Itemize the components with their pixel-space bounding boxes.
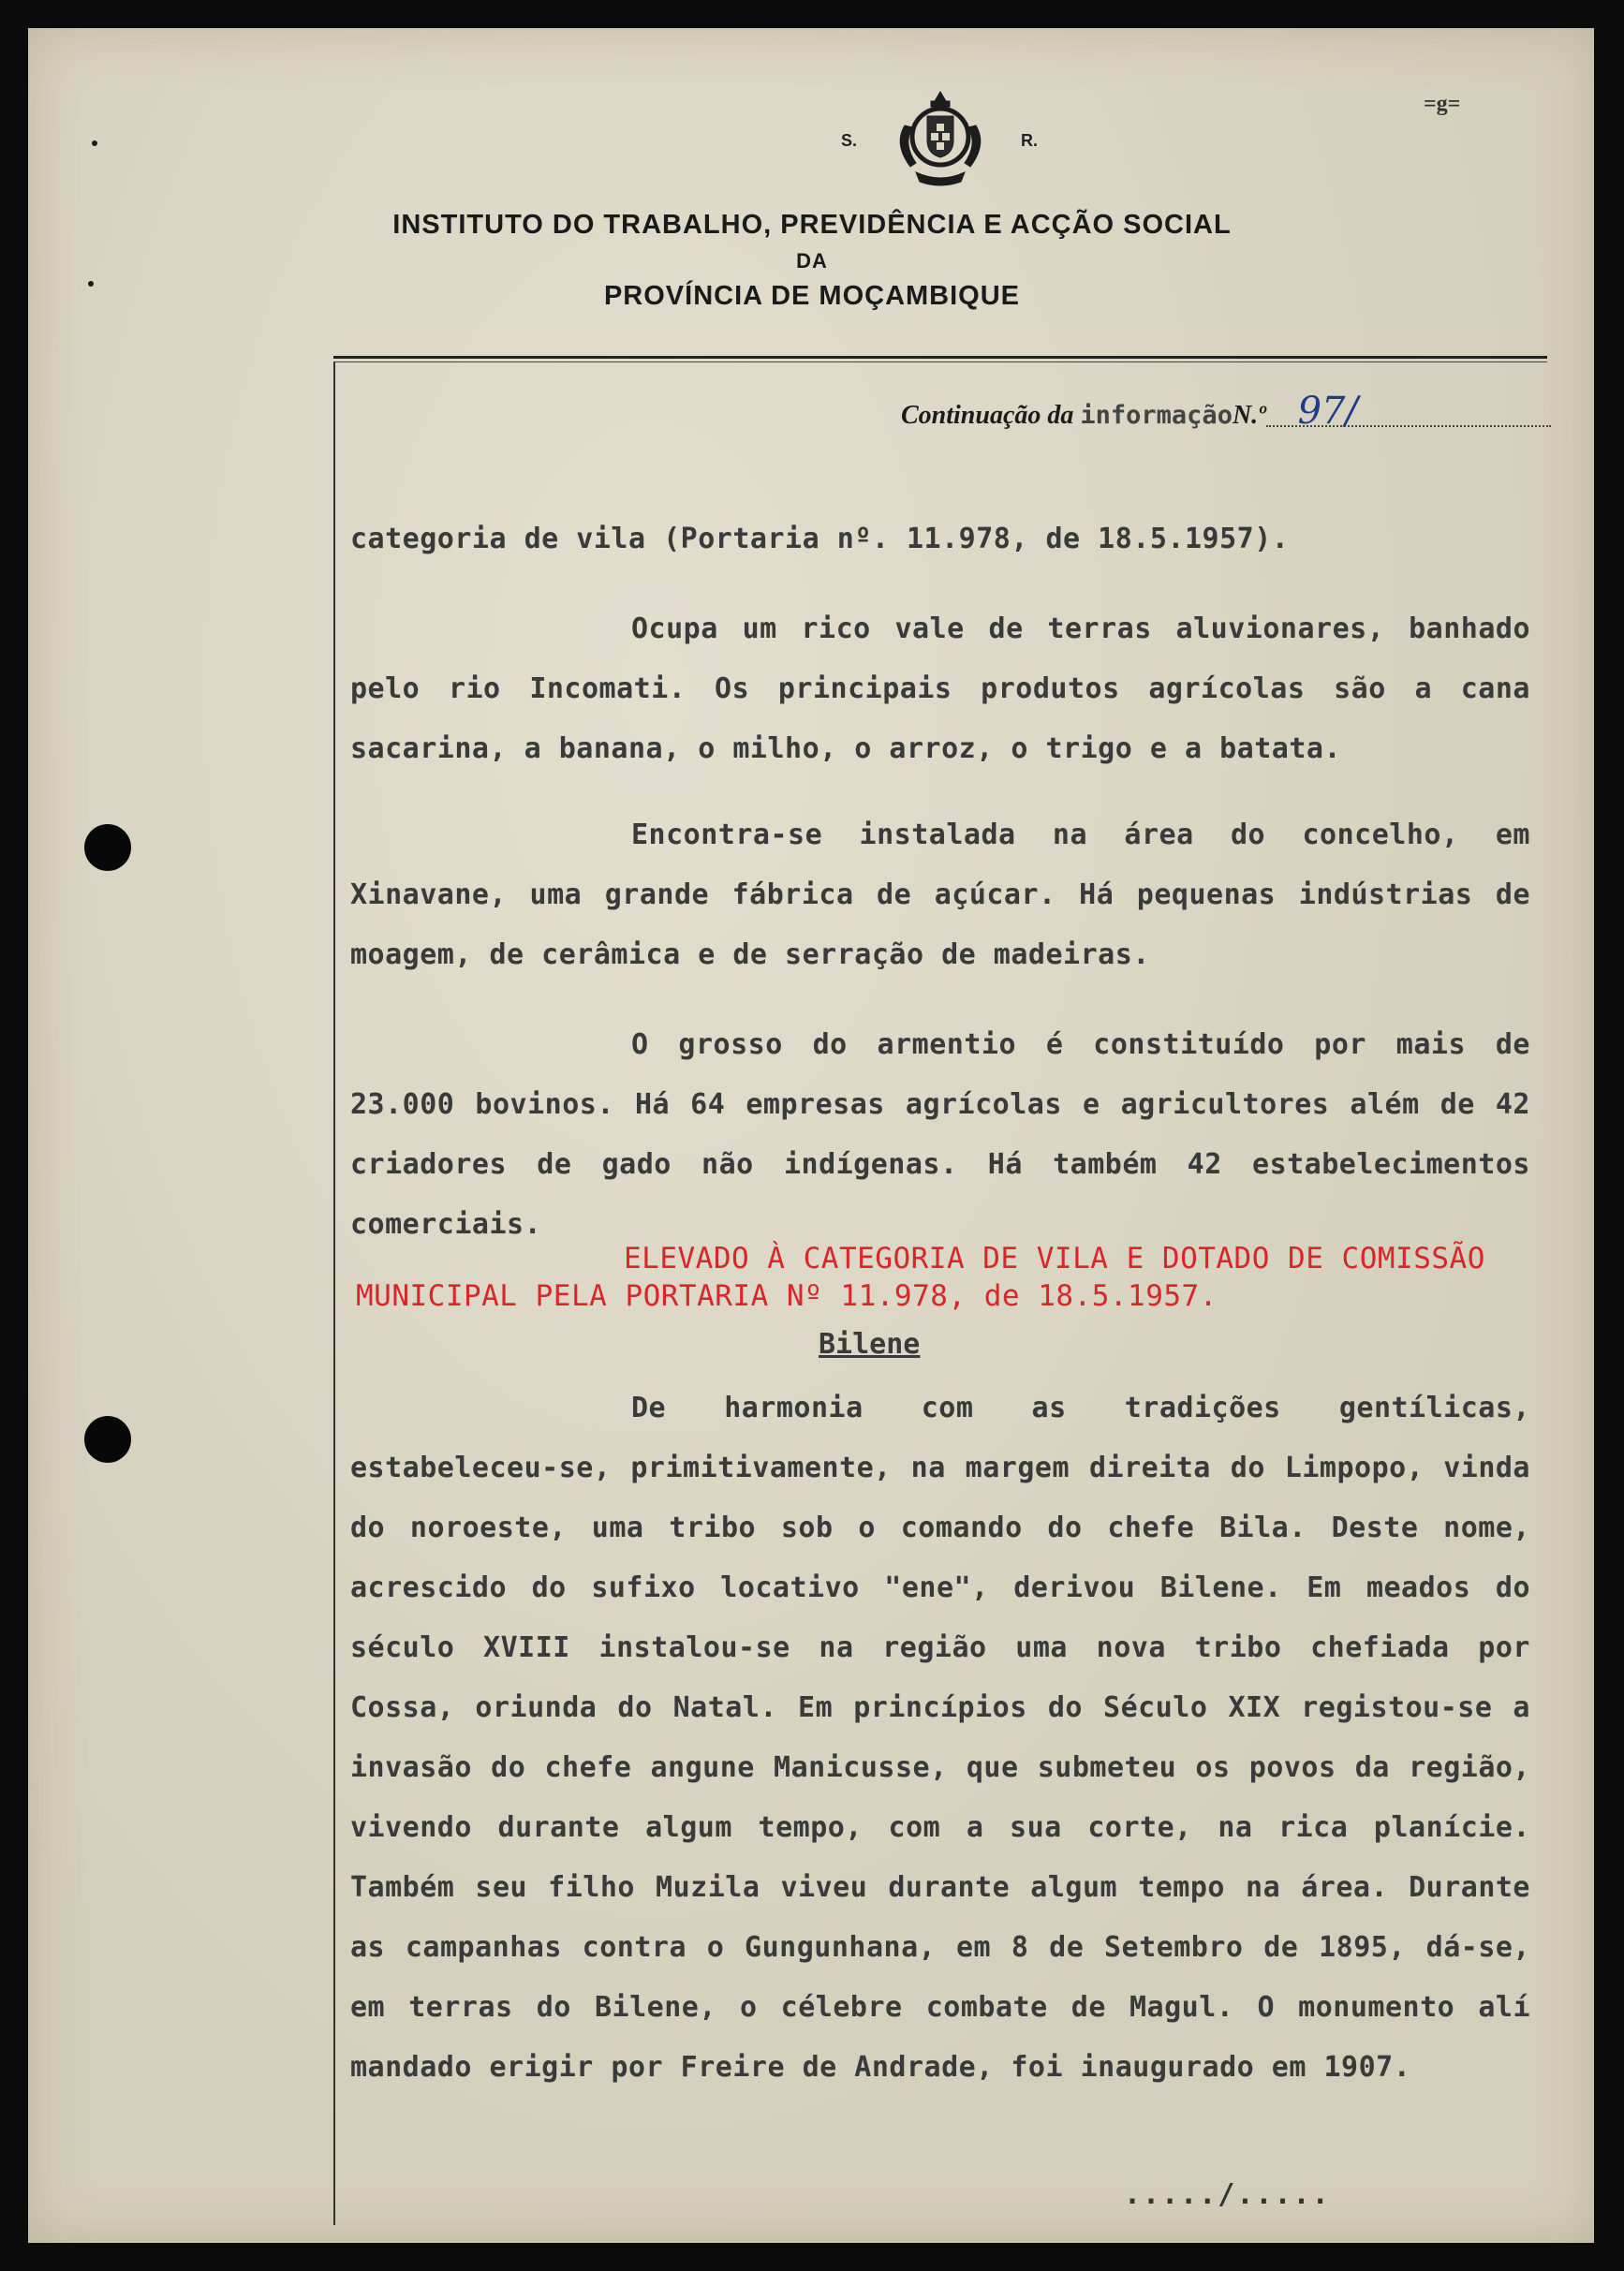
continuation-prefix: Continuação da bbox=[901, 401, 1074, 430]
margin-rule bbox=[333, 361, 335, 2225]
institute-title-da: DA bbox=[796, 249, 828, 273]
header-rule-thin bbox=[333, 361, 1547, 362]
header-right-mark: R. bbox=[1021, 131, 1038, 150]
stamped-annotation-line1: ELEVADO À CATEGORIA DE VILA E DOTADO DE COMISSÃO bbox=[624, 1242, 1485, 1276]
header-left-mark: S. bbox=[841, 131, 858, 150]
punch-hole-top bbox=[84, 824, 131, 871]
paper-speck bbox=[92, 140, 97, 146]
coat-of-arms-emblem bbox=[884, 88, 997, 191]
paragraph-industry: Encontra-se instalada na área do concelho, em Xinavane, uma grande fábrica de açúcar. Há pequenas indústrias de moagem, de cerâmica e de serração de madeiras. bbox=[350, 818, 1530, 971]
header-rule bbox=[333, 356, 1547, 359]
continuation-doc-type: informação bbox=[1080, 401, 1233, 430]
paragraph-livestock: O grosso do armentio é constituído por mais de 23.000 bovinos. Há 64 empresas agrícolas e agricultores além de 42 criadores de gado não indígenas. Há também 42 estabelecimentos comerciais. bbox=[350, 1028, 1530, 1241]
province-title: PROVÍNCIA DE MOÇAMBIQUE bbox=[603, 281, 1021, 311]
continuation-line bbox=[901, 390, 1551, 433]
paragraph-bilene-history: De harmonia com as tradições gentílicas, estabeleceu-se, primitivamente, na margem direita do Limpopo, vinda do noroeste, uma tribo sob o comando do chefe Bila. Deste nome, acrescido do sufixo locativo "ene", derivou Bilene. Em meados do século XVIII instalou-se na região uma nova tribo chefiada por Cossa, oriunda do Natal. Em princípios do Século XIX registou-se a invasão do chefe angune Manicusse, que submeteu os povos da região, vivendo durante algum tempo, com a sua corte, na rica planície. Também seu filho Muzila viveu durante algum tempo na área. Durante as campanhas contra o Gungunhana, em 8 de Setembro de 1895, dá-se, em terras do Bilene, o célebre combate de Magul. O monumento alí mandado erigir por Freire de Andrade, foi inaugurado em 1907. bbox=[350, 1392, 1530, 2084]
stamped-annotation-line2: MUNICIPAL PELA PORTARIA Nº 11.978, de 18.5.1957. bbox=[356, 1279, 1218, 1313]
paragraph-agriculture: Ocupa um rico vale de terras aluvionares, banhado pelo rio Incomati. Os principais produtos agrícolas são a cana sacarina, a banana, o milho, o arroz, o trigo e a batata. bbox=[350, 612, 1530, 765]
punch-hole-bottom bbox=[84, 1416, 131, 1463]
continuation-suffix: N.º bbox=[1232, 401, 1266, 430]
section-title-bilene: Bilene bbox=[819, 1328, 921, 1361]
institute-title: INSTITUTO DO TRABALHO, PREVIDÊNCIA E ACÇÃO SOCIAL bbox=[392, 210, 1232, 240]
handwritten-document-number: 97/ bbox=[1266, 397, 1551, 427]
corner-initials-mark: =g= bbox=[1424, 92, 1461, 116]
continues-next-page-mark: ...../..... bbox=[1124, 2178, 1331, 2211]
paragraph-continuation: categoria de vila (Portaria nº. 11.978, de 18.5.1957). bbox=[350, 523, 1290, 555]
